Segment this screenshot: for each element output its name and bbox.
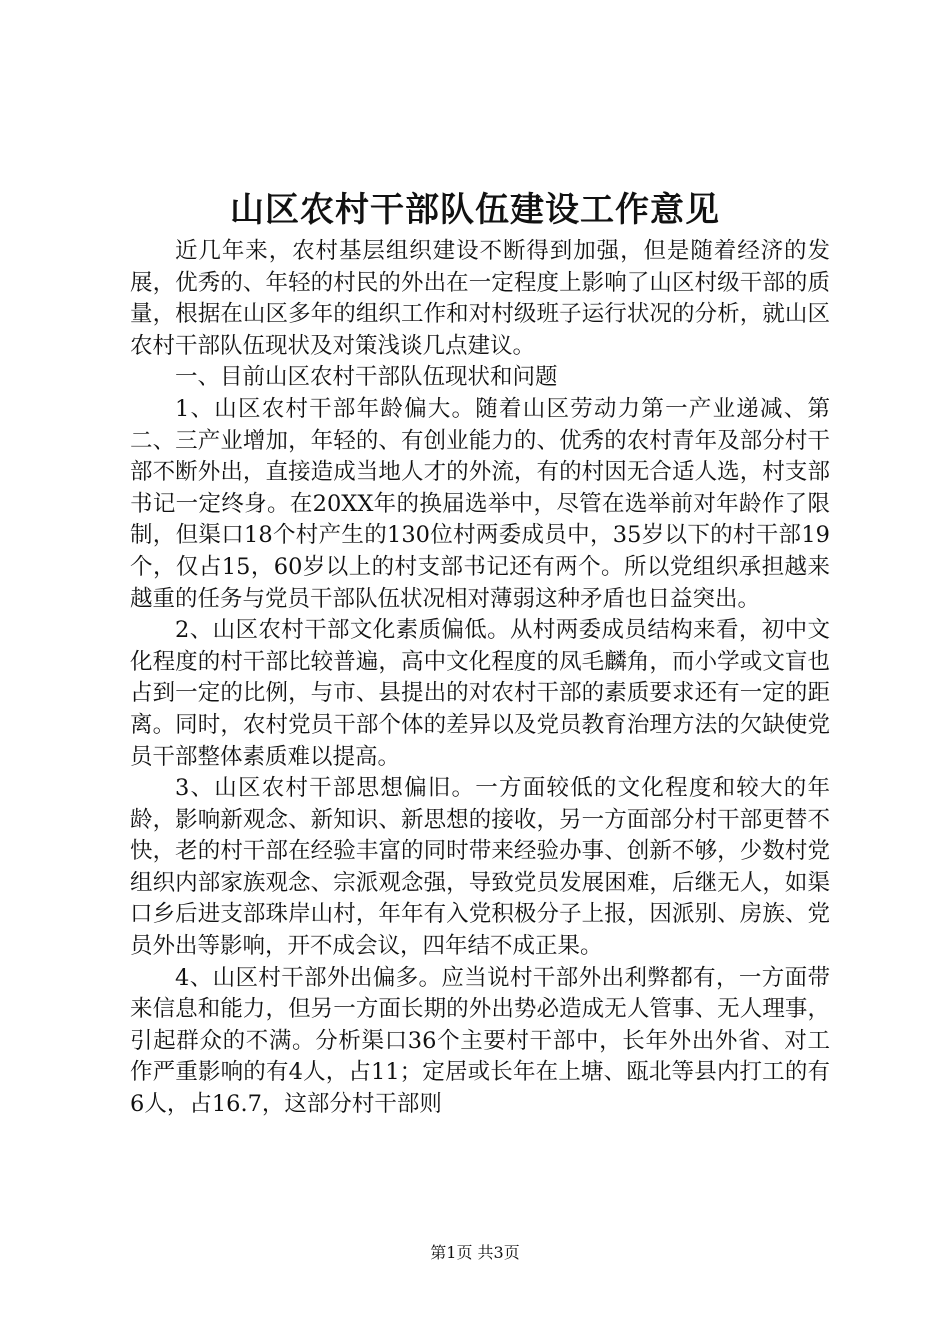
paragraph-2: 2、山区农村干部文化素质偏低。从村两委成员结构来看，初中文化程度的村干部比较普遍，高中文化程度的凤毛麟角，而小学或文盲也占到一定的比例，与市、县提出的对农村干部的素质要求还有一定的距离。同时，农村党员干部个体的差异以及党员教育治理方法的欠缺使党员干部整体素质难以提高。	[130, 617, 830, 770]
document-title: 山区农村干部队伍建设工作意见	[230, 190, 720, 230]
section-heading: 一、目前山区农村干部队伍现状和问题	[175, 364, 558, 391]
document-body	[130, 236, 830, 1121]
intro-paragraph: 近几年来，农村基层组织建设不断得到加强，但是随着经济的发展，优秀的、年轻的村民的外出在一定程度上影响了山区村级干部的质量，根据在山区多年的组织工作和对村级班子运行状况的分析，就山区农村干部队伍现状及对策浅谈几点建议。	[130, 238, 830, 359]
paragraph-4: 4、山区村干部外出偏多。应当说村干部外出利弊都有，一方面带来信息和能力，但另一方面长期的外出势必造成无人管事、无人理事，引起群众的不满。分析渠口36个主要村干部中，长年外出外省、对工作严重影响的有4人，占11；定居或长年在上塘、瓯北等县内打工的有6人，占16.7，这部分村干部则	[130, 964, 830, 1118]
paragraph-1: 1、山区农村干部年龄偏大。随着山区劳动力第一产业递减、第二、三产业增加，年轻的、有创业能力的、优秀的农村青年及部分村干部不断外出，直接造成当地人才的外流，有的村因无合适人选，村支部书记一定终身。在20XX年的换届选举中，尽管在选举前对年龄作了限制，但渠口18个村产生的130位村两委成员中，35岁以下的村干部19个，仅占15，60岁以上的村支部书记还有两个。所以党组织承担越来越重的任务与党员干部队伍状况相对薄弱这种矛盾也日益突出。	[130, 395, 830, 612]
paragraph-3: 3、山区农村干部思想偏旧。一方面较低的文化程度和较大的年龄，影响新观念、新知识、新思想的接收，另一方面部分村干部更替不快，老的村干部在经验丰富的同时带来经验办事、创新不够，少数村党组织内部家族观念、宗派观念强，导致党员发展困难，后继无人，如渠口乡后进支部珠岸山村，年年有入党积极分子上报，因派别、房族、党员外出等影响，开不成会议，四年结不成正果。	[130, 775, 830, 960]
page-number-footer: 第1页 共3页	[430, 1243, 520, 1262]
